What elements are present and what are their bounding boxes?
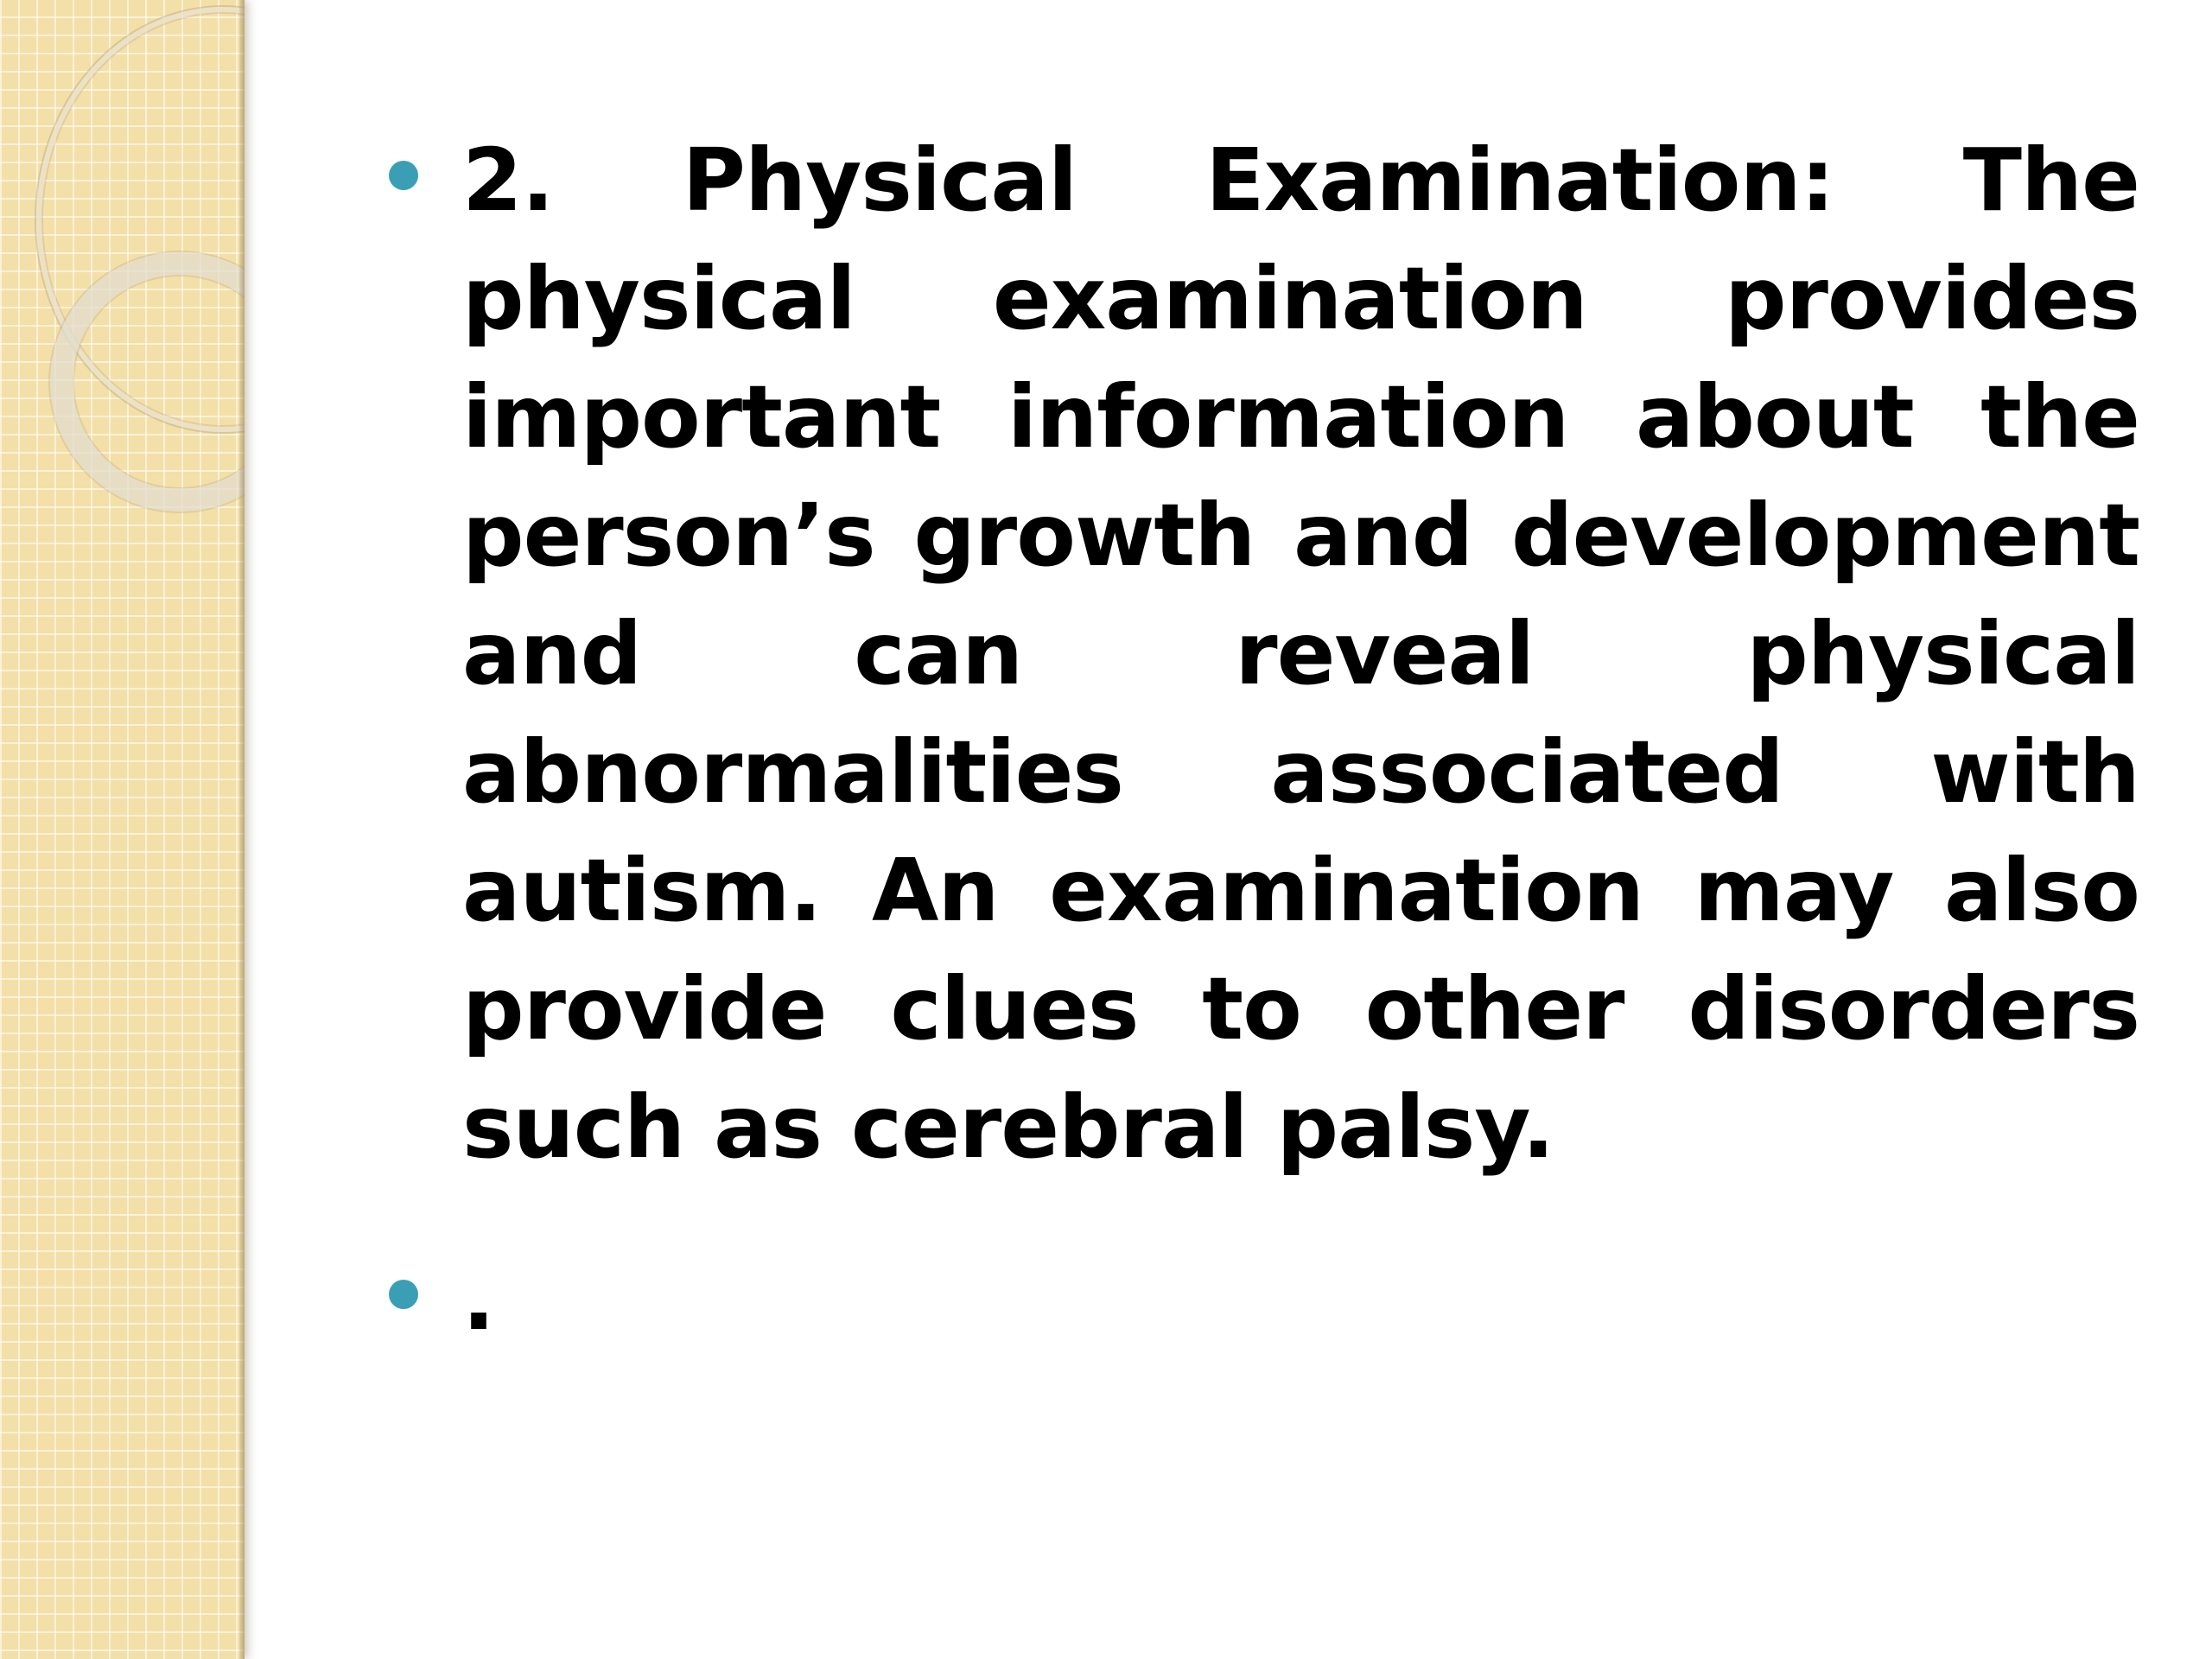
bullet-text: . — [462, 1249, 494, 1350]
bullet-item — [389, 121, 2139, 1186]
slide-content — [389, 121, 2139, 1412]
bullet-item — [389, 1240, 2139, 1358]
bullet-dot-icon — [389, 1280, 418, 1309]
decorative-side-panel — [0, 0, 245, 1659]
bullet-dot-icon — [389, 161, 418, 190]
bullet-text: 2. Physical Examination: The physical examination provides important information about the person’s growth and development and can reveal physical abnormalities associated with autism. An examination may also provide clues to other disorders such as cerebral palsy. — [462, 130, 2139, 1178]
